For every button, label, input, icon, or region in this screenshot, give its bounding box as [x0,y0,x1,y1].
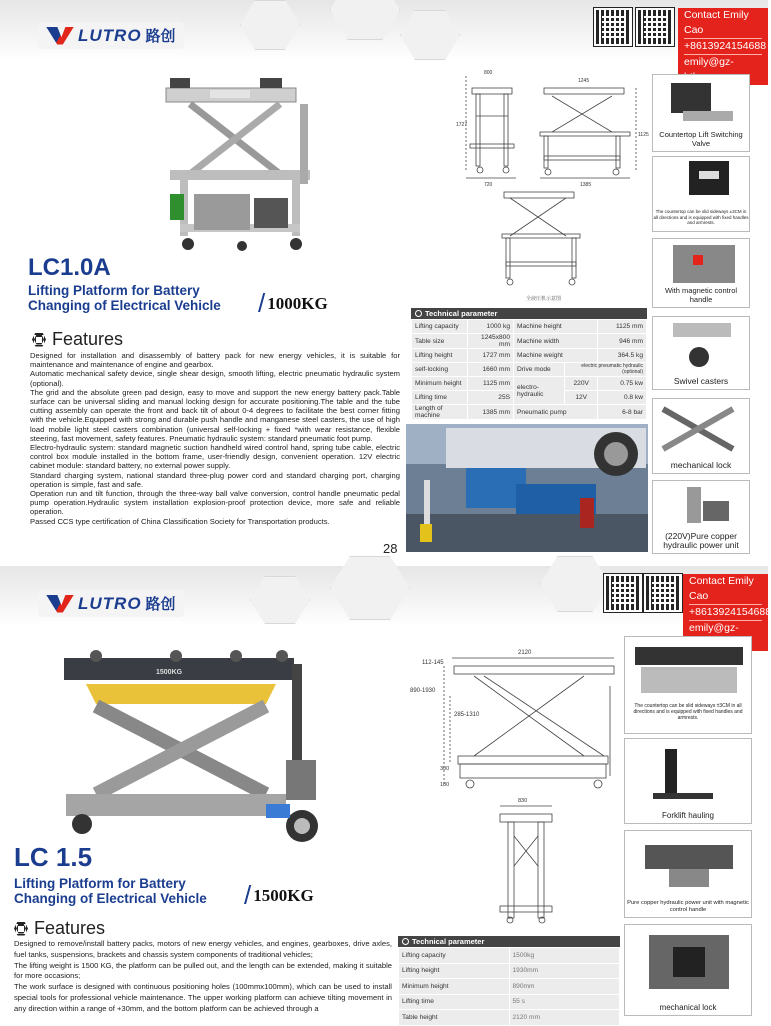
table-cell: Lifting capacity [412,320,468,334]
thumb-sliding-countertop [652,156,750,232]
thumb-caption: With magnetic control handle [664,286,738,304]
hexagon-icon [14,922,28,936]
dim-label: 285-1310 [454,712,480,718]
thumb-image [653,317,751,371]
dim-label: 830 [518,798,528,804]
table-cell: 25S [467,391,513,405]
qr-code-icon [636,8,674,46]
table-cell: Minimum height [399,979,510,995]
dim-label: 1727 [456,122,468,128]
table-cell: 0.8 kw [598,391,647,405]
brand-mark-icon [46,595,74,613]
table-cell: Pneumatic pump [514,405,598,420]
table-cell: 12V [565,391,598,405]
contact-email: emily@gz- [689,622,739,634]
thumb-mechanical-lock [652,398,750,474]
capacity-plate: 1500KG [156,669,183,676]
brand-name-cn: 路创 [145,28,176,45]
table-cell: 364.5 kg [598,349,647,363]
table-row [399,963,620,979]
thumb-mechanical-lock [624,924,752,1016]
slash-glyph: / [244,880,252,910]
dim-label: 300 [440,766,450,772]
table-heading [398,936,620,947]
feature-paragraph: Operation run and tilt function, through the three-way ball valve conversion, control handle pneumatic pedal pump operation.Hydraulic system installation explosion-proof protection device, more safe and reliable operation. [30,489,400,517]
qr-code-icon [604,574,642,612]
table-row [399,1010,620,1026]
hexagon-icon [32,333,46,347]
subtitle-line: Lifting Platform for Battery [14,876,186,891]
thumb-caption: Forklift hauling [661,811,715,820]
technical-drawing-lc10a [456,66,649,304]
subtitle-line: Lifting Platform for Battery [28,283,200,298]
tech-param-table [398,936,620,1026]
feature-paragraph: Automatic mechanical safety device, single shear design, smooth lifting, electric pneumatic hydraulic system (optional). [30,369,400,388]
tech-param-table [411,308,647,420]
hexagon-icon [415,310,422,317]
thumb-caption: Countertop Lift Switching Valve [659,130,743,148]
feature-paragraph: The lifting weight is 1500 KG, the platform can be pulled out, and the length can be extended, making it suitable for more occasions; [14,960,392,981]
dim-label: 800 [484,70,493,76]
table-cell: 6-8 bar [598,405,647,420]
product-photo-lc15 [56,644,346,854]
capacity-label [244,880,314,911]
thumb-image [653,75,751,135]
table-cell: 890mm [509,979,620,995]
table-cell: 1000 kg [467,320,513,334]
table-cell: 1500kg [509,948,620,964]
model-title: LC1.0A [28,254,111,281]
product-photo-lc10a [160,74,330,254]
table-cell: Lifting time [399,994,510,1010]
dim-label: 890-1930 [410,688,436,694]
brand-name-cn: 路创 [145,596,176,613]
table-cell: 220V [565,377,598,391]
table-heading [411,308,647,319]
brand-logo [38,22,184,49]
brand-logo [38,590,184,617]
contact-title: Contact Emily Cao [689,574,762,605]
table-cell: Lifting height [412,349,468,363]
subtitle [28,283,221,313]
table-cell: Minimum height [412,377,468,391]
table-row [412,334,647,349]
table-row [399,948,620,964]
table-heading-text: Technical parameter [412,937,485,946]
dim-label: 1385 [580,182,592,188]
capacity-label [258,288,328,319]
table-cell: Lifting time [412,391,468,405]
table-cell: Table size [412,334,468,349]
thumb-sliding-countertop [624,636,752,734]
contact-email: emily@gz- [684,56,734,68]
feature-paragraph: Passed CCS type certification of China Classification Society for Transportation products. [30,516,330,526]
qr-code-icon [594,8,632,46]
features-body [14,939,392,1015]
workshop-photo [406,424,648,552]
table-cell: 1385 mm [467,405,513,420]
drawing-note: 全液压机示意图 [526,296,562,302]
features-heading [14,918,105,939]
thumb-caption: (220V)Pure copper hydraulic power unit [663,531,739,550]
table-cell: 55 s [509,994,620,1010]
thumb-image [653,239,751,291]
table-cell: 1245x800 mm [467,334,513,349]
thumb-image [625,637,753,697]
subtitle [14,876,207,906]
feature-paragraph: Electro-hydraulic system: standard magnetic suction handheld wired control hand, spring tube cable, electric control box module installed in the bottom frame, user-friendly design, convenient operation. 12V electric cabinet module: standard battery, no external power supply. [30,443,400,471]
thumb-image [653,157,751,203]
dim-label: 1245 [578,78,590,84]
table-cell: 2120 mm [509,1010,620,1026]
table-cell: self-locking [412,363,468,377]
table-cell: Lifting height [399,963,510,979]
thumb-image [625,831,753,891]
features-heading-text: Features [52,329,124,349]
subtitle-line: Changing of Electrical Vehicle [28,298,221,313]
contact-phone: +8613924154688 [689,605,762,621]
capacity-value: 1500KG [253,886,314,905]
table-cell: 0.75 kw [598,377,647,391]
dim-label: 1125 [638,132,649,138]
slash-glyph: / [258,288,266,318]
table-cell: Machine width [514,334,598,349]
table-row [412,363,647,377]
catalog-page-lc15 [0,566,771,1024]
table-cell: electro-hydraulic [514,377,565,405]
capacity-value: 1000KG [267,294,328,313]
dim-label: 112-145 [422,660,444,666]
thumb-caption: mechanical lock [670,460,732,470]
model-title: LC 1.5 [14,842,93,872]
table-cell: 1660 mm [467,363,513,377]
thumb-forklift [624,738,752,824]
table-cell: 1930mm [509,963,620,979]
contact-phone: +8613924154688 [684,39,762,55]
feature-paragraph: The work surface is designed with continuous positioning holes (100mmx100mm), which can be used to install special tools for professional vehicle maintenance. The upper working platform can achieve tilting movement in any direction within a range of +30mm, and the bottom platform can be achieved through a [14,982,392,1013]
table-row [412,405,647,420]
table-row [412,349,647,363]
feature-paragraph: Designed to remove/install battery packs, motors of new energy vehicles, and engines, gearboxes, drive axles, fuel tanks, suspensions, brackets and chassis system components of traditional vehicles; [14,939,392,959]
dim-label: 2120 [518,650,532,656]
table-cell: Table height [399,1010,510,1026]
subtitle-line: Changing of Electrical Vehicle [14,891,207,906]
feature-paragraph: Designed for installation and disassembly of battery pack for new energy vehicles, it is suitable for maintenance and maintenance of engine and gearbox. [30,351,400,370]
tech-table [411,319,647,420]
table-cell: Machine weight [514,349,598,363]
thumb-caption: Pure copper hydraulic power unit with magnetic control handle [627,900,749,913]
feature-paragraph: Standard charging system, national standard three-plug power cord and standard charging port, charging operation is simple, fast and safe. [30,470,400,489]
table-cell: Drive mode [514,363,565,377]
table-row [399,994,620,1010]
table-cell: 1125 mm [598,320,647,334]
feature-paragraph: The grid and the absolute green pad design, easy to move and support the new energy battery pack.Table surface can be universal sliding and manual locking design for accurate positioning.The table and the tube cutting assembly can operate the front and back tilt of about 0-4 degrees to facilitate the best corner fitting with the vehicle.Equipped with strong and durable push handle and manganese steel casters, the use of high load mobile light steel casters combination (universal self-locking + fixed *with wear resistance, flexible steering, fast movement, safety features. Pneumatic hydraulic system: standard pneumatic foot pump. [30,387,400,443]
thumb-caption: The countertop can be slid sideways ±3CM in all directions and is equipped with fixed handles and armrests. [653,209,749,225]
thumb-image [653,481,751,531]
table-row [412,377,647,391]
table-row [399,979,620,995]
brand-name: LUTRO [78,593,142,613]
thumb-switch-valve [652,74,750,152]
thumb-power-unit [652,480,750,554]
thumb-caption: Swivel casters [673,376,729,386]
table-cell: Machine height [514,320,598,334]
table-cell: electric pneumatic hydraulic (optional) [565,363,647,377]
tech-table [398,947,620,1026]
hexagon-icon [402,938,409,945]
features-heading [32,329,123,350]
thumb-caption: mechanical lock [659,1003,717,1012]
dim-label: 180 [440,782,450,788]
brand-name: LUTRO [78,25,142,45]
thumb-image [625,925,753,997]
technical-drawing-lc15 [410,636,626,932]
thumb-image [625,739,753,805]
page-number: 28 [383,541,398,556]
thumb-image [653,399,751,455]
table-cell: 1727 mm [467,349,513,363]
thumb-caption: The countertop can be slid sideways ±3CM in all directions and is equipped with fixed handles and armrests. [633,703,743,721]
contact-title: Contact Emily Cao [684,8,762,39]
table-cell: Lifting capacity [399,948,510,964]
table-cell: 1125 mm [467,377,513,391]
table-cell: 946 mm [598,334,647,349]
table-heading-text: Technical parameter [425,309,498,318]
thumb-swivel-casters [652,316,750,390]
table-row [412,320,647,334]
dim-label: 720 [484,182,493,188]
features-heading-text: Features [34,918,106,938]
features-body [30,351,400,526]
qr-code-icon [644,574,682,612]
thumb-magnetic-handle [652,238,750,308]
thumb-power-unit [624,830,752,918]
brand-mark-icon [46,27,74,45]
table-cell: Length of machine [412,405,468,420]
